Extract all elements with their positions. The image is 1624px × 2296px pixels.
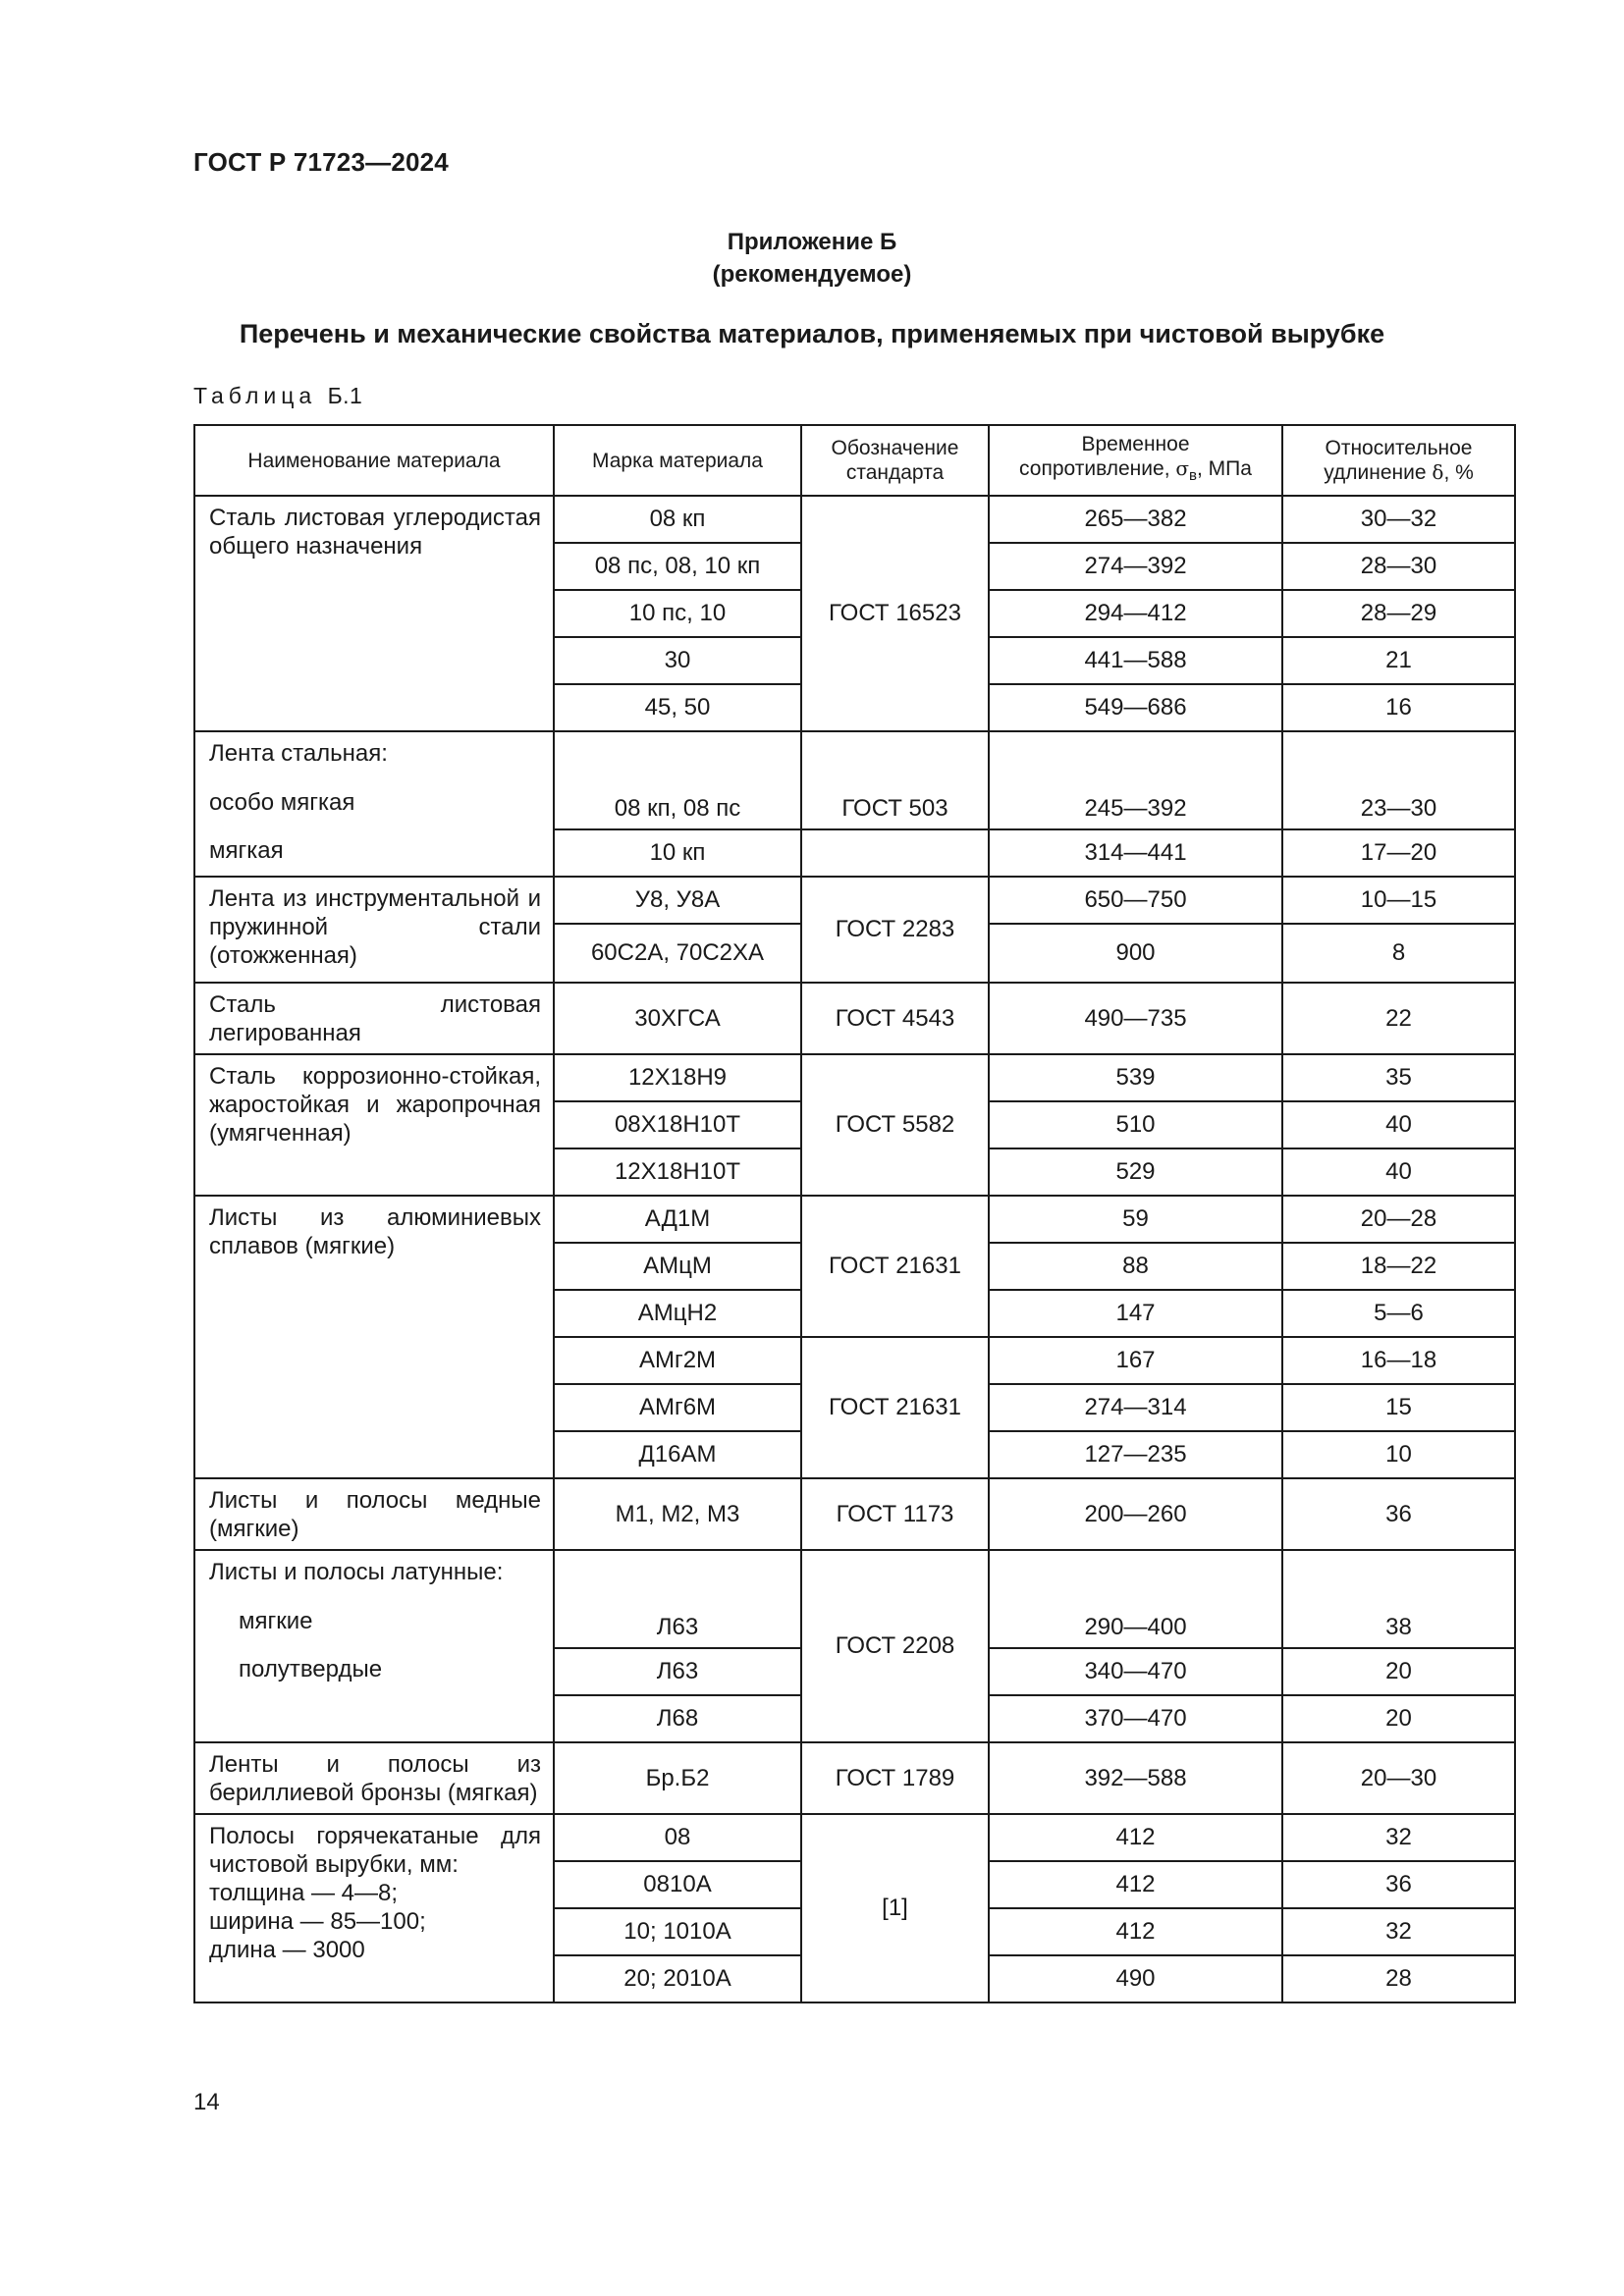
standard-cell: ГОСТ 5582 — [801, 1054, 989, 1196]
section-title: Перечень и механические свойства материалов, применяемых при чистовой вырубке — [239, 319, 1385, 348]
strength-cell: 412 — [989, 1814, 1282, 1861]
standard-cell: [1] — [801, 1814, 989, 2002]
strength-cell: 59 — [989, 1196, 1282, 1243]
grade-cell: У8, У8А — [554, 877, 801, 924]
header-elongation-prefix: удлинение — [1324, 461, 1427, 484]
grade-cell: М1, М2, М3 — [554, 1478, 801, 1550]
material-name-cell — [194, 731, 554, 877]
elongation-cell: 20 — [1282, 1695, 1515, 1742]
table-row — [194, 1054, 1515, 1101]
grade-cell: Л63 — [554, 1648, 801, 1695]
strength-cell: 539 — [989, 1054, 1282, 1101]
elongation-cell: 21 — [1282, 637, 1515, 684]
elongation-cell: 36 — [1282, 1861, 1515, 1908]
table-row — [194, 1742, 1515, 1814]
sigma-symbol: σ — [1175, 456, 1190, 481]
material-name: Полосы горячекатаные для чистовой вырубки, мм: — [209, 1823, 541, 1878]
material-name-cell: Лента из инструментальной и пружинной стали (отожженная) — [194, 877, 554, 983]
grade-cell: 30ХГСА — [554, 983, 801, 1054]
header-strength-unit: , МПа — [1197, 457, 1252, 481]
standard-cell: ГОСТ 4543 — [801, 983, 989, 1054]
material-name: Листы и полосы латунные: — [209, 1559, 504, 1585]
strength-cell: 127—235 — [989, 1431, 1282, 1478]
material-subname: мягкие — [239, 1608, 313, 1634]
grade-cell: 08 пс, 08, 10 кп — [554, 543, 801, 590]
grade-cell: 12Х18Н9 — [554, 1054, 801, 1101]
grade-cell: 20; 2010А — [554, 1955, 801, 2002]
strength-cell: 370—470 — [989, 1695, 1282, 1742]
material-subname: ширина — 85—100; — [209, 1908, 426, 1935]
material-subname: полутвердые — [239, 1656, 383, 1682]
standard-cell: ГОСТ 2283 — [801, 877, 989, 983]
grade-cell: Л68 — [554, 1695, 801, 1742]
table-row — [194, 1814, 1515, 1861]
elongation-cell: 17—20 — [1282, 829, 1515, 877]
standard-cell: ГОСТ 21631 — [801, 1337, 989, 1478]
grade-cell: Д16АМ — [554, 1431, 801, 1478]
table-header-row — [194, 425, 1515, 496]
standard-cell: ГОСТ 16523 — [801, 496, 989, 731]
elongation-cell: 18—22 — [1282, 1243, 1515, 1290]
table-caption-word: Таблица — [193, 383, 317, 408]
elongation-cell: 32 — [1282, 1908, 1515, 1955]
material-name-cell: Сталь листовая легированная — [194, 983, 554, 1054]
strength-cell: 265—382 — [989, 496, 1282, 543]
strength-cell: 529 — [989, 1148, 1282, 1196]
material-name-cell — [194, 1550, 554, 1742]
strength-cell: 650—750 — [989, 877, 1282, 924]
grade-cell: 10; 1010А — [554, 1908, 801, 1955]
appendix-status: (рекомендуемое) — [712, 261, 912, 288]
header-standard-line2: стандарта — [845, 461, 945, 484]
header-elongation-line1: Относительное — [1325, 437, 1473, 459]
table-row — [194, 496, 1515, 543]
material-name-cell: Сталь коррозионно-стойкая, жаростойкая и жаропрочная (умягченная) — [194, 1054, 554, 1196]
elongation-cell: 20 — [1282, 1648, 1515, 1695]
material-subname: толщина — 4—8; — [209, 1880, 398, 1906]
material-subname: длина — 3000 — [209, 1937, 365, 1963]
strength-cell: 392—588 — [989, 1742, 1282, 1814]
strength-cell: 167 — [989, 1337, 1282, 1384]
table-row — [194, 1478, 1515, 1550]
grade-cell: 45, 50 — [554, 684, 801, 731]
grade-cell: 08 кп — [554, 496, 801, 543]
strength-cell: 490—735 — [989, 983, 1282, 1054]
elongation-cell: 40 — [1282, 1148, 1515, 1196]
grade-cell: АМцМ — [554, 1243, 801, 1290]
table-row — [194, 1196, 1515, 1243]
material-name-cell: Листы и полосы медные (мягкие) — [194, 1478, 554, 1550]
grade-cell: 60С2А, 70С2ХА — [554, 924, 801, 983]
page-number: 14 — [193, 2089, 220, 2115]
strength-cell: 274—314 — [989, 1384, 1282, 1431]
grade-cell: 08 — [554, 1814, 801, 1861]
table-row — [194, 731, 1515, 829]
elongation-cell: 8 — [1282, 924, 1515, 983]
strength-cell: 245—392 — [989, 731, 1282, 829]
strength-cell: 340—470 — [989, 1648, 1282, 1695]
grade-cell: Бр.Б2 — [554, 1742, 801, 1814]
elongation-cell: 32 — [1282, 1814, 1515, 1861]
grade-cell: АМг2М — [554, 1337, 801, 1384]
table-row — [194, 877, 1515, 924]
standard-cell: ГОСТ 21631 — [801, 1196, 989, 1337]
header-standard-line1: Обозначение — [831, 437, 959, 459]
header-standard — [801, 425, 989, 496]
standard-cell: ГОСТ 1789 — [801, 1742, 989, 1814]
grade-cell: АД1М — [554, 1196, 801, 1243]
header-grade: Марка материала — [554, 425, 801, 496]
elongation-cell: 40 — [1282, 1101, 1515, 1148]
elongation-cell: 23—30 — [1282, 731, 1515, 829]
standard-cell: ГОСТ 2208 — [801, 1550, 989, 1742]
header-strength — [989, 425, 1282, 496]
material-name-cell: Сталь листовая углеродистая общего назначения — [194, 496, 554, 731]
table-row — [194, 983, 1515, 1054]
strength-cell: 900 — [989, 924, 1282, 983]
sigma-subscript: в — [1189, 467, 1197, 485]
strength-cell: 412 — [989, 1861, 1282, 1908]
elongation-cell: 5—6 — [1282, 1290, 1515, 1337]
strength-cell: 510 — [989, 1101, 1282, 1148]
header-strength-prefix: сопротивление, — [1019, 457, 1170, 481]
strength-cell: 549—686 — [989, 684, 1282, 731]
material-subname: мягкая — [209, 837, 284, 864]
elongation-cell: 30—32 — [1282, 496, 1515, 543]
table-row — [194, 1550, 1515, 1648]
strength-cell: 274—392 — [989, 543, 1282, 590]
grade-cell: Л63 — [554, 1550, 801, 1648]
material-name-cell — [194, 1814, 554, 2002]
elongation-cell: 28—30 — [1282, 543, 1515, 590]
elongation-cell: 28 — [1282, 1955, 1515, 2002]
elongation-cell: 36 — [1282, 1478, 1515, 1550]
strength-cell: 88 — [989, 1243, 1282, 1290]
table-caption — [193, 383, 362, 409]
standard-cell-empty — [801, 829, 989, 877]
grade-cell: 12Х18Н10Т — [554, 1148, 801, 1196]
grade-cell: АМг6М — [554, 1384, 801, 1431]
appendix-title: Приложение Б — [727, 229, 897, 255]
material-subname: особо мягкая — [209, 789, 355, 816]
strength-cell: 294—412 — [989, 590, 1282, 637]
delta-symbol: δ — [1432, 460, 1444, 484]
elongation-cell: 15 — [1282, 1384, 1515, 1431]
table-caption-number: Б.1 — [327, 383, 363, 408]
elongation-cell: 35 — [1282, 1054, 1515, 1101]
elongation-cell: 10 — [1282, 1431, 1515, 1478]
header-material-name: Наименование материала — [194, 425, 554, 496]
header-strength-line1: Временное — [1081, 433, 1190, 456]
grade-cell: 08Х18Н10Т — [554, 1101, 801, 1148]
strength-cell: 490 — [989, 1955, 1282, 2002]
strength-cell: 290—400 — [989, 1550, 1282, 1648]
elongation-cell: 20—28 — [1282, 1196, 1515, 1243]
grade-cell: 10 пс, 10 — [554, 590, 801, 637]
grade-cell: 10 кп — [554, 829, 801, 877]
header-elongation-unit: , % — [1443, 461, 1474, 484]
elongation-cell: 28—29 — [1282, 590, 1515, 637]
strength-cell: 200—260 — [989, 1478, 1282, 1550]
strength-cell: 314—441 — [989, 829, 1282, 877]
elongation-cell: 10—15 — [1282, 877, 1515, 924]
elongation-cell: 22 — [1282, 983, 1515, 1054]
strength-cell: 441—588 — [989, 637, 1282, 684]
grade-cell: 08 кп, 08 пс — [554, 731, 801, 829]
grade-cell: 0810А — [554, 1861, 801, 1908]
grade-cell: АМцН2 — [554, 1290, 801, 1337]
materials-table — [193, 424, 1516, 2003]
strength-cell: 412 — [989, 1908, 1282, 1955]
material-name-cell: Листы из алюминиевых сплавов (мягкие) — [194, 1196, 554, 1478]
elongation-cell: 38 — [1282, 1550, 1515, 1648]
elongation-cell: 16 — [1282, 684, 1515, 731]
material-name-cell: Ленты и полосы из бериллиевой бронзы (мягкая) — [194, 1742, 554, 1814]
header-elongation — [1282, 425, 1515, 496]
standard-cell: ГОСТ 503 — [801, 731, 989, 829]
document-header: ГОСТ Р 71723—2024 — [193, 147, 449, 177]
standard-cell: ГОСТ 1173 — [801, 1478, 989, 1550]
material-name: Лента стальная: — [209, 740, 388, 767]
grade-cell: 30 — [554, 637, 801, 684]
elongation-cell: 16—18 — [1282, 1337, 1515, 1384]
elongation-cell: 20—30 — [1282, 1742, 1515, 1814]
strength-cell: 147 — [989, 1290, 1282, 1337]
